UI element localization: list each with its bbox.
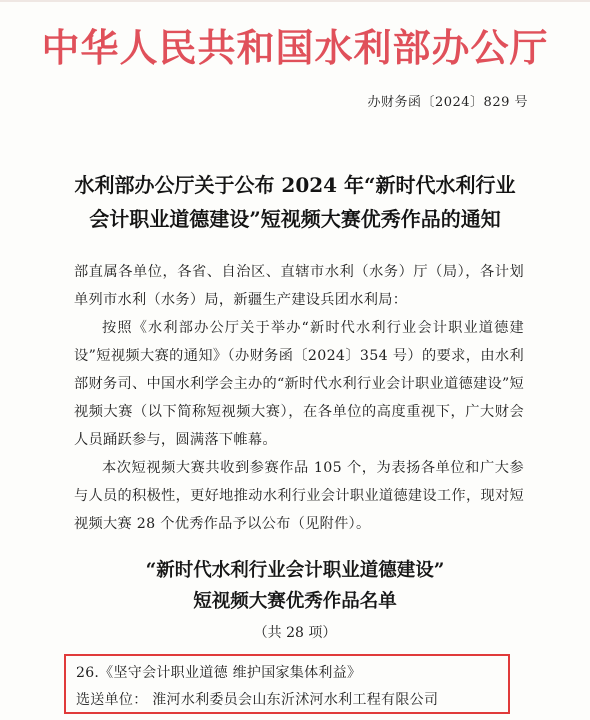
list-item-entry: 26.《坚守会计职业道德 维护国家集体利益》 — [76, 665, 362, 681]
notice-title-line-2: 会计职业道德建设”短视频大赛优秀作品的通知 — [89, 207, 501, 231]
masthead: 中华人民共和国水利部办公厅 — [41, 25, 549, 70]
notice-title-line-1: 水利部办公厅关于公布 2024 年“新时代水利行业 — [74, 173, 516, 197]
list-item-submitter: 选送单位： 淮河水利委员会山东沂沭河水利工程有限公司 — [76, 692, 439, 708]
addressee-paragraph: 部直属各单位，各省、自治区、直辖市水利（水务）厅（局），各计划单列市水利（水务）局，新疆生产建设兵团水利局： — [74, 264, 524, 308]
top-edge — [0, 0, 590, 2]
list-title — [60, 555, 530, 617]
list-title-line-2: 短视频大赛优秀作品名单 — [193, 591, 397, 612]
list-title-line-1: “新时代水利行业会计职业道德建设” — [145, 560, 445, 581]
list-count: （共 28 项） — [253, 625, 337, 641]
background-paragraph: 按照《水利部办公厅关于举办“新时代水利行业会计职业道德建设”短视频大赛的通知》（办财务函〔2024〕354 号）的要求，由水利部财务司、中国水利学会主办的“新时代水利行业会计职业道德建设”短视频大赛（以下简称短视频大赛），在各单位的高度重视下，广大财会人员踊跃参与，圆满落下帷幕。 — [74, 320, 524, 448]
notice-title — [40, 168, 550, 236]
announcement-paragraph: 本次短视频大赛共收到参赛作品 105 个，为表扬各单位和广大参与人员的积极性，更好地推动水利行业会计职业道德建设工作，现对短视频大赛 28 个优秀作品予以公布（见附件）。 — [74, 460, 524, 532]
document-number: 办财务函〔2024〕829 号 — [367, 95, 528, 110]
